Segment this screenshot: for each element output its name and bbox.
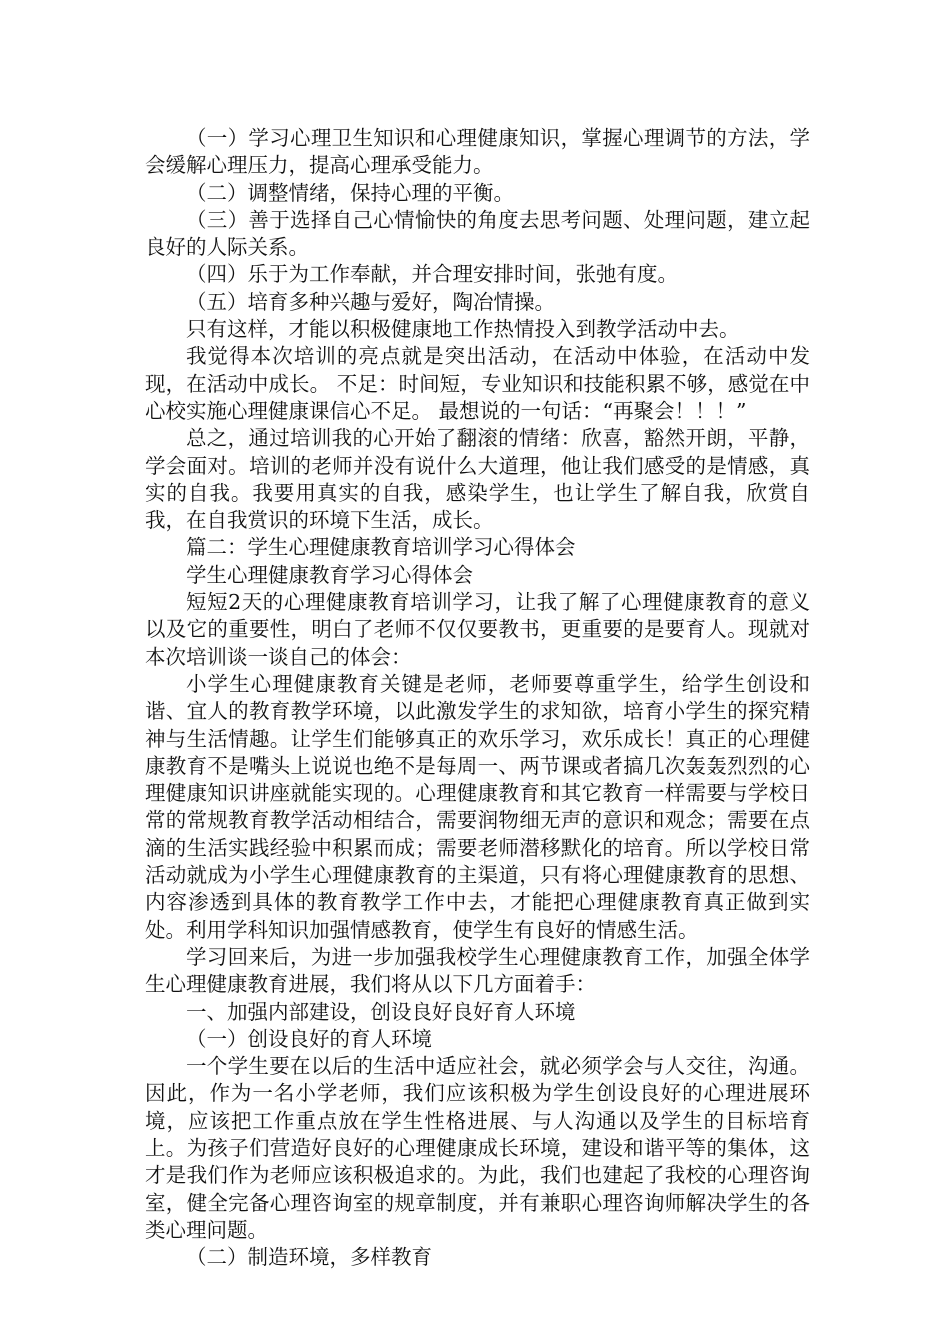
paragraph-6: 只有这样，才能以积极健康地工作热情投入到教学活动中去。 <box>186 317 740 342</box>
paragraph-12: 小学生心理健康教育关键是老师，老师要尊重学生，给学生创设和谐、宜人的教育教学环境，以此激发学生的求知欲，培育小学生的探究精神与生活情趣。让学生们能够真正的欢乐学习，欢乐成长！真正的心理健康教育不是嘴头上说说也绝不是每周一、两节课或者搞几次轰轰烈烈的心理健康知识讲座就能实现的。心理健康教育和其它教育一样需要与学校日常的常规教育教学活动相结合，需要润物细无声的意识和观念；需要在点滴的生活实践经验中积累而成；需要老师潜移默化的培育。所以学校日常活动就成为小学生心理健康教育的主渠道，只有将心理健康教育的思想、内容渗透到具体的教育教学工作中去，才能把心理健康教育真正做到实处。利用学科知识加强情感教育，使学生有良好的情感生活。 <box>145 671 810 942</box>
paragraph-8: 总之，通过培训我的心开始了翻滚的情绪：欣喜，豁然开朗，平静，学会面对。培训的老师并没有说什么大道理，他让我们感受的是情感，真实的自我。我要用真实的自我，感染学生，也让学生了解自我，欣赏自我，在自我赏识的环境下生活，成长。 <box>145 426 810 533</box>
article-title: 学生心理健康教育学习心得体会 <box>186 562 473 587</box>
paragraph-5: （五）培育多种兴趣与爱好，陶冶情操。 <box>186 289 555 314</box>
paragraph-4: （四）乐于为工作奉献，并合理安排时间，张弛有度。 <box>186 262 678 287</box>
paragraph-2: （二）调整情绪，保持心理的平衡。 <box>186 180 514 205</box>
subheading-1-2: （二）制造环境，多样教育 <box>186 1245 432 1270</box>
subheading-1: 一、加强内部建设，创设良好良好育人环境 <box>186 999 576 1024</box>
paragraph-11: 短短2天的心理健康教育培训学习，让我了解了心理健康教育的意义以及它的重要性，明白了老师不仅仅要教书，更重要的是要育人。现就对本次培训谈一谈自己的体会： <box>145 590 810 669</box>
paragraph-13: 学习回来后，为进一步加强我校学生心理健康教育工作，加强全体学生心理健康教育进展，我们将从以下几方面着手： <box>145 944 810 997</box>
paragraph-7: 我觉得本次培训的亮点就是突出活动，在活动中体验，在活动中发现，在活动中成长。 不足：时间短，专业知识和技能积累不够，感觉在中心校实施心理健康课信心不足。 最想说的一句话：“再聚会！！！” <box>145 344 810 423</box>
paragraph-16: 一个学生要在以后的生活中适应社会，就必须学会与人交往，沟通。因此，作为一名小学老师，我们应该积极为学生创设良好的心理进展环境，应该把工作重点放在学生性格进展、与人沟通以及学生的目标培育上。为孩子们营造好良好的心理健康成长环境，建设和谐平等的集体，这才是我们作为老师应该积极追求的。为此，我们也建起了我校的心理咨询室，健全完备心理咨询室的规章制度，并有兼职心理咨询师解决学生的各类心理问题。 <box>145 1054 810 1242</box>
paragraph-3: （三）善于选择自己心情愉快的角度去思考问题、处理问题，建立起良好的人际关系。 <box>145 207 810 260</box>
subheading-1-1: （一）创设良好的育人环境 <box>186 1026 432 1051</box>
section-heading-part-two: 篇二：学生心理健康教育培训学习心得体会 <box>186 535 576 560</box>
paragraph-1: （一）学习心理卫生知识和心理健康知识，掌握心理调节的方法，学会缓解心理压力，提高心理承受能力。 <box>145 126 810 178</box>
document-body <box>145 125 810 1271</box>
